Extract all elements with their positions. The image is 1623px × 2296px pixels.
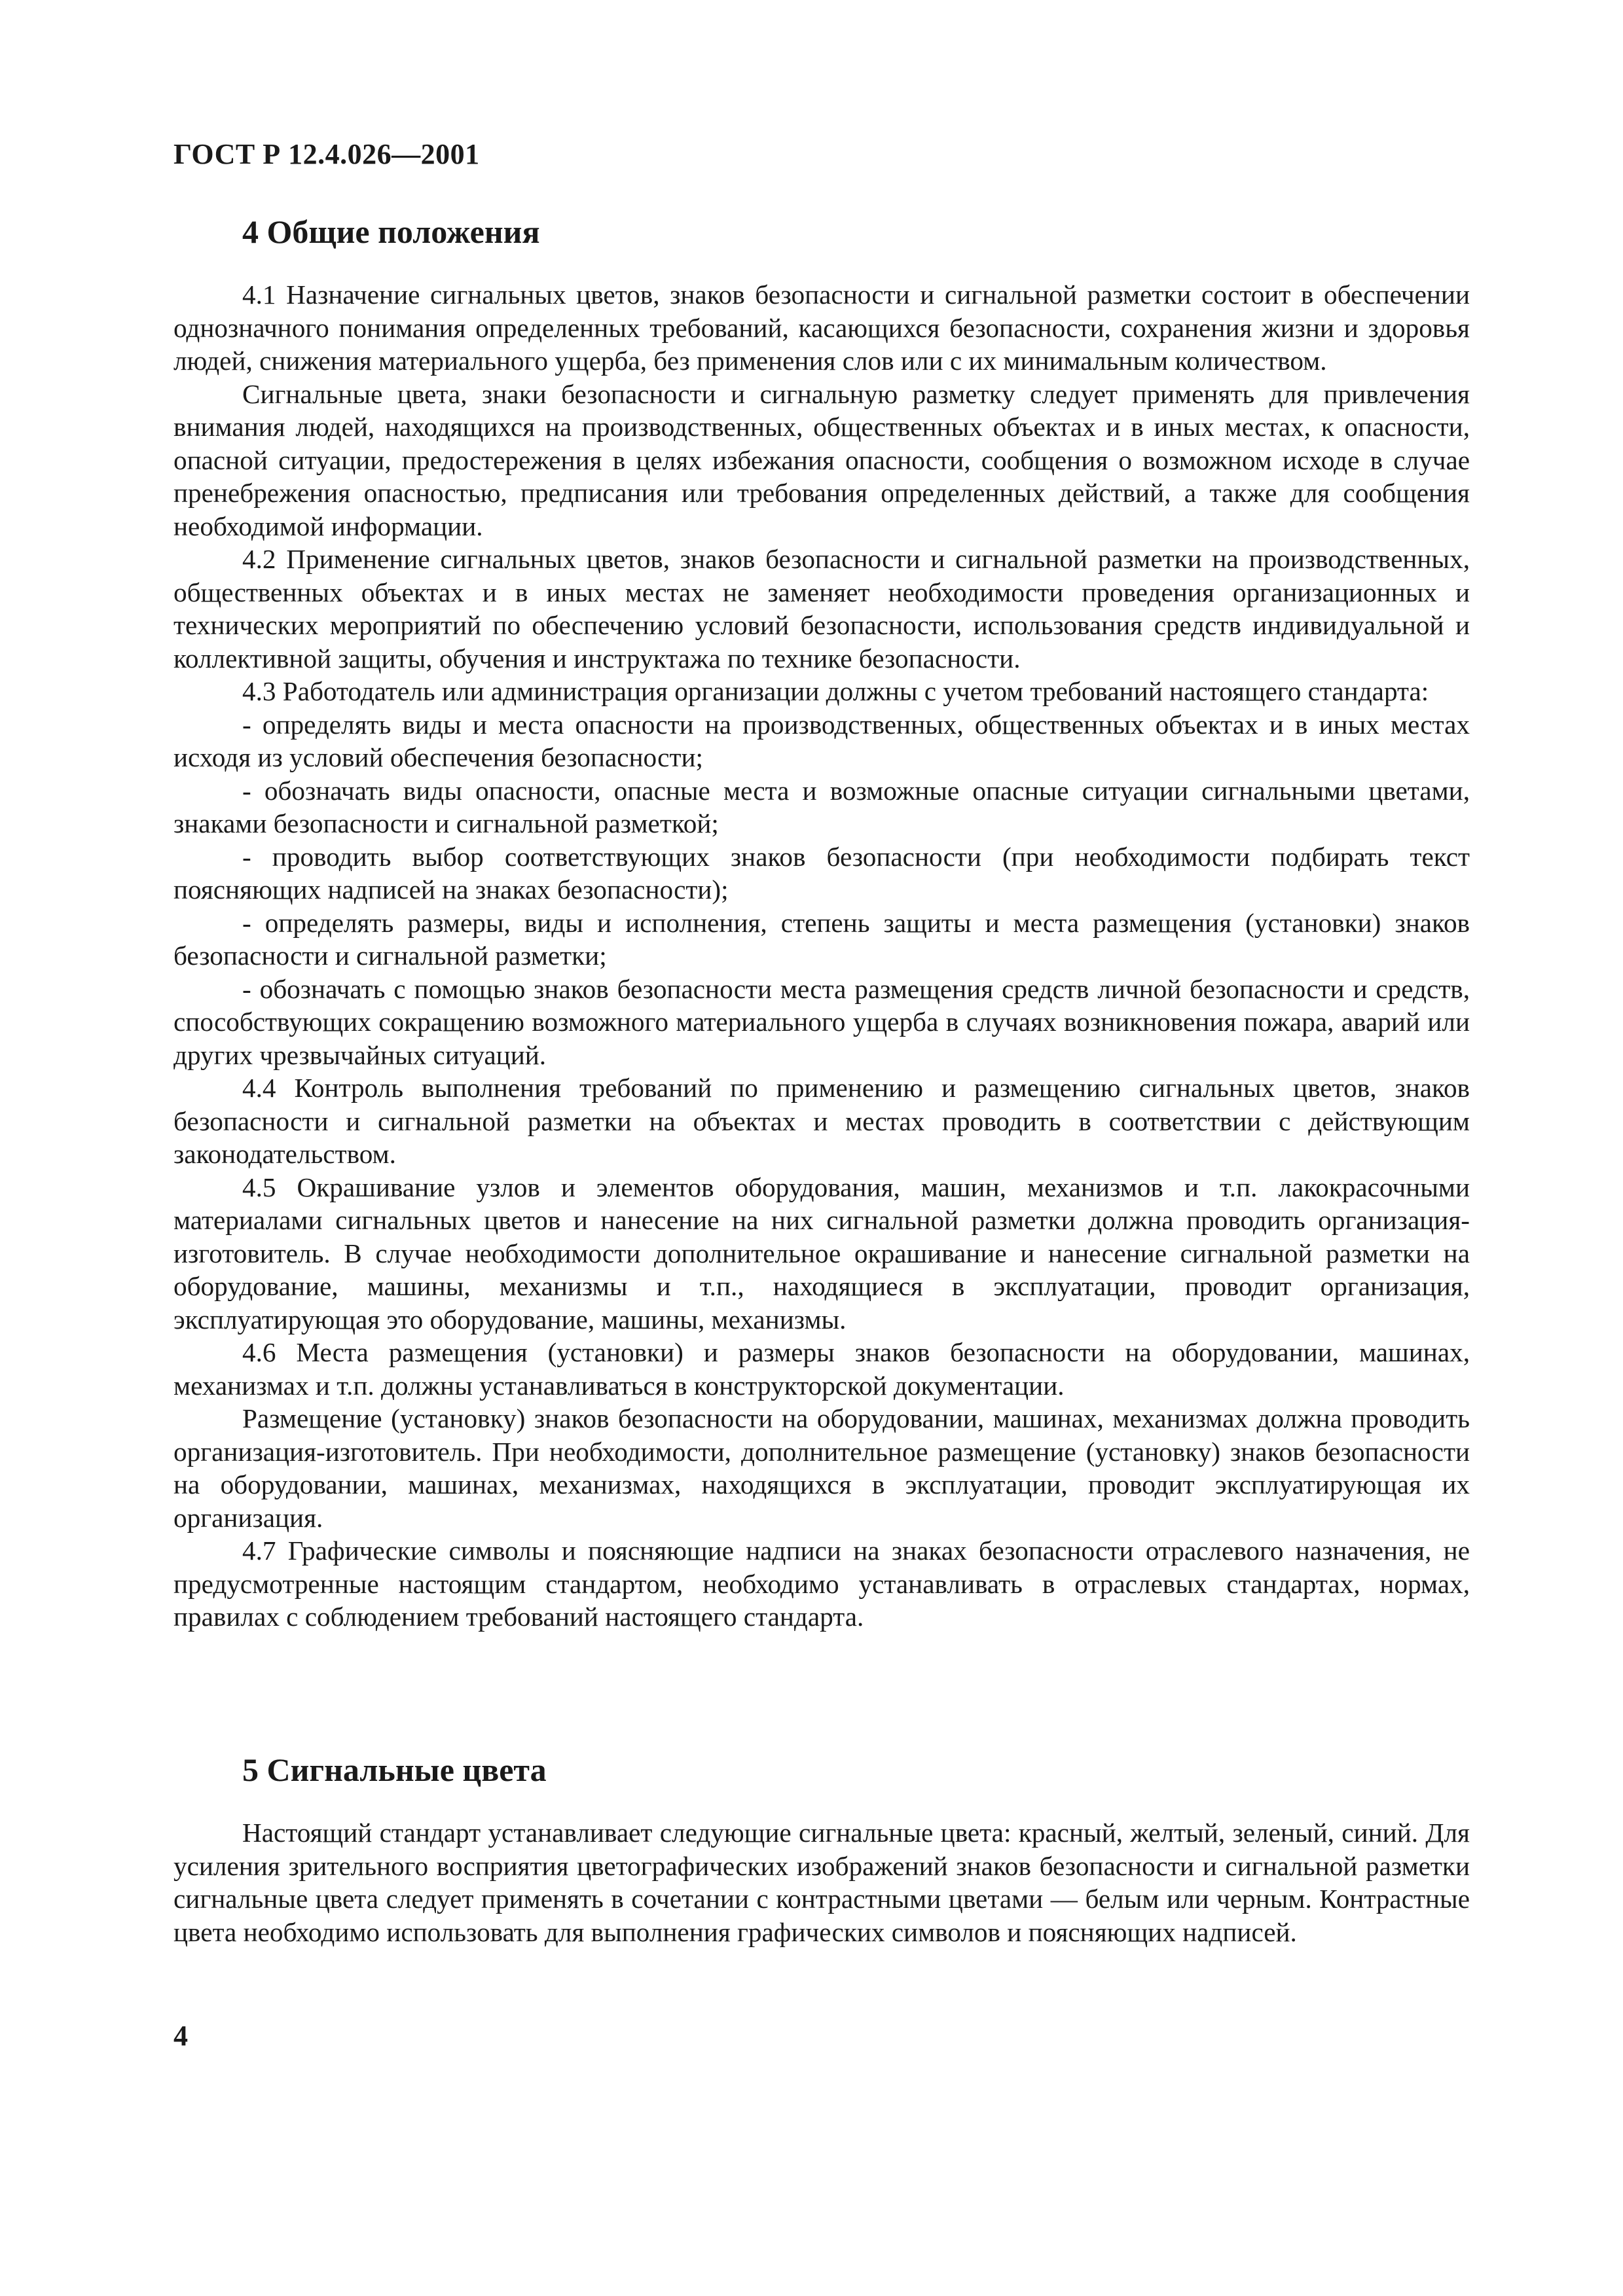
paragraph-4-5: 4.5 Окрашивание узлов и элементов оборудования, машин, механизмов и т.п. лакокрасочными материалами сигнальных цветов и нанесение на них сигнальной разметки должна проводить организация-изготовитель. В случае необходимости дополнительное окрашивание и нанесение сигнальной разметки на оборудование, машины, механизмы и т.п., находящиеся в эксплуатации, проводит организация, эксплуатирующая это оборудование, машины, механизмы.: [173, 1172, 1470, 1335]
paragraph-4-2: 4.2 Применение сигнальных цветов, знаков безопасности и сигнальной разметки на производственных, общественных объектах и в иных местах не заменяет необходимости проведения организационных и технических мероприятий по обеспечению условий безопасности, использования средств индивидуальной и коллективной защиты, обучения и инструктажа по технике безопасности.: [173, 544, 1470, 673]
paragraph-5: Настоящий стандарт устанавливает следующие сигнальные цвета: красный, желтый, зеленый, синий. Для усиления зрительного восприятия цветографических изображений знаков безопасности и сигнальной разметки сигнальные цвета следует применять в сочетании с контрастными цветами — белым или черным. Контрастные цвета необходимо использовать для выполнения графических символов и поясняющих надписей.: [173, 1818, 1470, 1947]
section-4-heading: 4 Общие положения: [242, 213, 540, 250]
paragraph-4-6-cont: Размещение (установку) знаков безопасности на оборудовании, машинах, механизмах должна проводить организация-изготовитель. При необходимости, дополнительное размещение (установку) знаков безопасности на оборудовании, машинах, механизмах, находящихся в эксплуатации, проводит эксплуатирующая их организация.: [173, 1403, 1470, 1533]
list-item-4-3-5: - обозначать с помощью знаков безопасности места размещения средств личной безопасности и средств, способствующих сокращению возможного материального ущерба в случаях возникновения пожара, аварий или других чрезвычайных ситуаций.: [173, 973, 1470, 1070]
list-item-4-3-3: - проводить выбор соответствующих знаков безопасности (при необходимости подбирать текст поясняющих надписей на знаках безопасности);: [173, 841, 1470, 905]
section-4-body: [173, 278, 1470, 1634]
paragraph-4-1: 4.1 Назначение сигнальных цветов, знаков безопасности и сигнальной разметки состоит в обеспечении однозначного понимания определенных требований, касающихся безопасности, сохранения жизни и здоровья людей, снижения материального ущерба, без применения слов или с их минимальным количеством.: [173, 279, 1470, 376]
section-5-body: [173, 1816, 1470, 1948]
document-code: ГОСТ Р 12.4.026—2001: [173, 138, 480, 170]
paragraph-4-6: 4.6 Места размещения (установки) и размеры знаков безопасности на оборудовании, машинах, механизмах и т.п. должны устанавливаться в конструкторской документации.: [173, 1337, 1470, 1401]
section-5-heading: 5 Сигнальные цвета: [242, 1751, 547, 1788]
page-number: 4: [173, 2020, 188, 2052]
list-item-4-3-1: - определять виды и места опасности на производственных, общественных объектах и в иных местах исходя из условий обеспечения безопасности;: [173, 709, 1470, 772]
paragraph-4-3: 4.3 Работодатель или администрация организации должны с учетом требований настоящего стандарта:: [242, 676, 1429, 706]
list-item-4-3-4: - определять размеры, виды и исполнения, степень защиты и места размещения (установки) знаков безопасности и сигнальной разметки;: [173, 907, 1470, 971]
paragraph-4-7: 4.7 Графические символы и поясняющие надписи на знаках безопасности отраслевого назначения, не предусмотренные настоящим стандартом, необходимо устанавливать в отраслевых стандартах, нормах, правилах с соблюдением требований настоящего стандарта.: [173, 1535, 1470, 1632]
paragraph-4-1-cont: Сигнальные цвета, знаки безопасности и сигнальную разметку следует применять для привлечения внимания людей, находящихся на производственных, общественных объектах и в иных местах, к опасности, опасной ситуации, предостережения в целях избежания опасности, сообщения о возможном исходе в случае пренебрежения опасностью, предписания или требования определенных действий, а также для сообщения необходимой информации.: [173, 378, 1470, 541]
paragraph-4-4: 4.4 Контроль выполнения требований по применению и размещению сигнальных цветов, знаков безопасности и сигнальной разметки на объектах и местах проводить в соответствии с действующим законодательством.: [173, 1073, 1470, 1169]
list-item-4-3-2: - обозначать виды опасности, опасные места и возможные опасные ситуации сигнальными цветами, знаками безопасности и сигнальной разметкой;: [173, 775, 1470, 838]
